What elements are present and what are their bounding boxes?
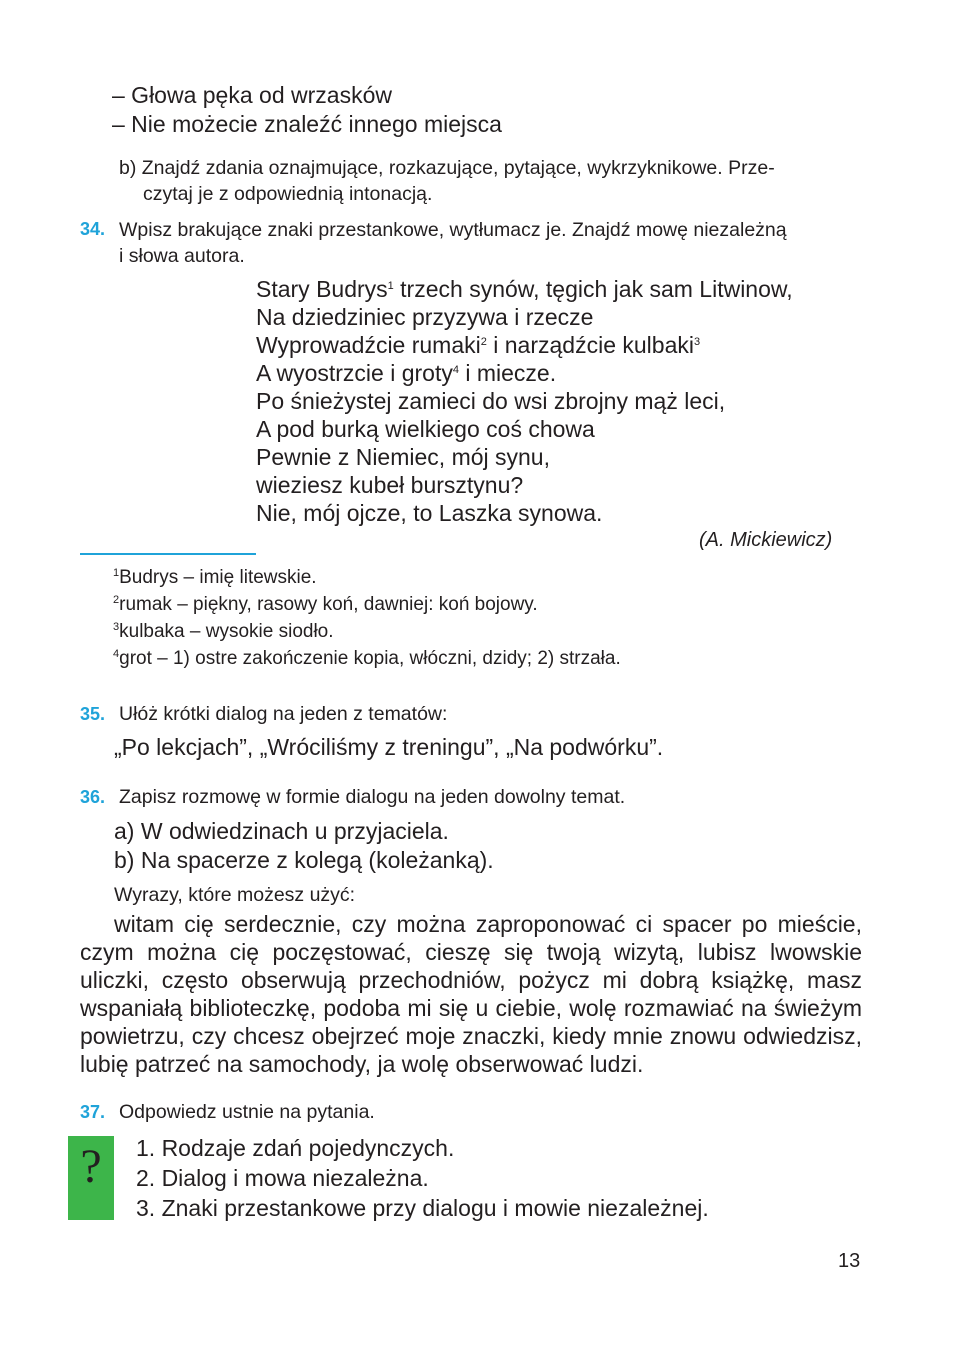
exercise-prompt: Odpowiedz ustnie na pytania. bbox=[119, 1101, 375, 1123]
exercise-number: 37. bbox=[80, 1102, 106, 1122]
option-a: a) W odwiedzinach u przyjaciela. bbox=[114, 818, 449, 844]
question-item: 2. Dialog i mowa niezależna. bbox=[136, 1165, 429, 1191]
words-label: Wyrazy, które możesz użyć: bbox=[114, 884, 356, 906]
dialogue-line: – Głowa pęka od wrzasków bbox=[112, 82, 392, 108]
page-number: 13 bbox=[838, 1250, 861, 1272]
question-item: 3. Znaki przestankowe przy dialogu i mowie niezależnej. bbox=[136, 1195, 709, 1221]
words-line: lubię patrzeć na samochody, ja wolę obserwować ludzi. bbox=[80, 1051, 644, 1077]
footnote-ref: 3 bbox=[693, 336, 701, 348]
exercise-prompt: Wpisz brakujące znaki przestankowe, wytłumacz je. Znajdź mowę niezależną bbox=[119, 219, 787, 241]
poem-line: Pewnie z Niemiec, mój synu, bbox=[256, 444, 550, 470]
footnote-ref: 2 bbox=[480, 336, 487, 348]
footnote-ref: 4 bbox=[452, 364, 459, 376]
footnote-divider bbox=[80, 553, 256, 555]
poem-line: Stary Budrys$^1$ trzech synów, tęgich jak sam Litwinow, bbox=[256, 276, 793, 302]
poem-line: wieziesz kubeł bursztynu? bbox=[256, 472, 524, 498]
words-line: uliczki, często obserwują przechodniów, pożycz mi dobrą książkę, masz bbox=[80, 967, 862, 993]
exercise-prompt: Zapisz rozmowę w formie dialogu na jeden dowolny temat. bbox=[119, 786, 626, 808]
words-line: czym można cię poczęstować, cieszę się twoją wizytą, lubisz lwowskie bbox=[80, 939, 862, 965]
dialog-topics: „Po lekcjach”, „Wróciliśmy z treningu”, „Na podwórku”. bbox=[114, 734, 664, 760]
poem-line: Na dziedziniec przyzywa i rzecze bbox=[256, 304, 594, 330]
task-b-line: czytaj je z odpowiednią intonacją. bbox=[143, 183, 433, 205]
exercise-prompt: i słowa autora. bbox=[119, 245, 245, 267]
poem-line: Nie, mój ojcze, to Laszka synowa. bbox=[256, 500, 603, 526]
poem-line: A pod burką wielkiego coś chowa bbox=[256, 416, 595, 442]
option-b: b) Na spacerze z kolegą (koleżanką). bbox=[114, 847, 494, 873]
dialogue-line: – Nie możecie znaleźć innego miejsca bbox=[112, 111, 502, 137]
footnote: $^2$rumak – piękny, rasowy koń, dawniej: koń bojowy. bbox=[113, 594, 538, 615]
footnote-ref: 1 bbox=[387, 280, 394, 292]
exercise-number: 35. bbox=[80, 704, 106, 724]
poem-author: (A. Mickiewicz) bbox=[699, 529, 833, 551]
question-item: 1. Rodzaje zdań pojedynczych. bbox=[136, 1135, 455, 1161]
words-line: powietrzu, czy chcesz obejrzeć moje znaczki, kiedy mnie znowu odwiedzisz, bbox=[80, 1023, 862, 1049]
footnote: $^1$Budrys – imię litewskie. bbox=[113, 567, 317, 588]
question-mark-icon: ? bbox=[68, 1136, 114, 1220]
words-paragraph bbox=[80, 910, 862, 1078]
poem-line: Wyprowadźcie rumaki$^2$ i narządźcie kulbaki$^3$ bbox=[256, 332, 701, 358]
words-line: wspaniałą biblioteczkę, podoba mi się u ciebie, wolę rozmawiać na świeżym bbox=[80, 995, 862, 1021]
task-b-line: b) Znajdź zdania oznajmujące, rozkazujące, pytające, wykrzyknikowe. Prze- bbox=[119, 157, 775, 179]
exercise-prompt: Ułóż krótki dialog na jeden z tematów: bbox=[119, 703, 448, 725]
poem-line: Po śnieżystej zamieci do wsi zbrojny mąż leci, bbox=[256, 388, 726, 414]
words-line: witam cię serdecznie, czy można zaproponować ci spacer po mieście, bbox=[114, 911, 862, 937]
poem-line: A wyostrzcie i groty$^4$ i miecze. bbox=[256, 360, 557, 386]
exercise-number: 34. bbox=[80, 219, 106, 239]
exercise-number: 36. bbox=[80, 787, 106, 807]
footnote: $^3$kulbaka – wysokie siodło. bbox=[113, 621, 334, 642]
footnote: $^4$grot – 1) ostre zakończenie kopia, włóczni, dzidy; 2) strzała. bbox=[113, 648, 621, 669]
